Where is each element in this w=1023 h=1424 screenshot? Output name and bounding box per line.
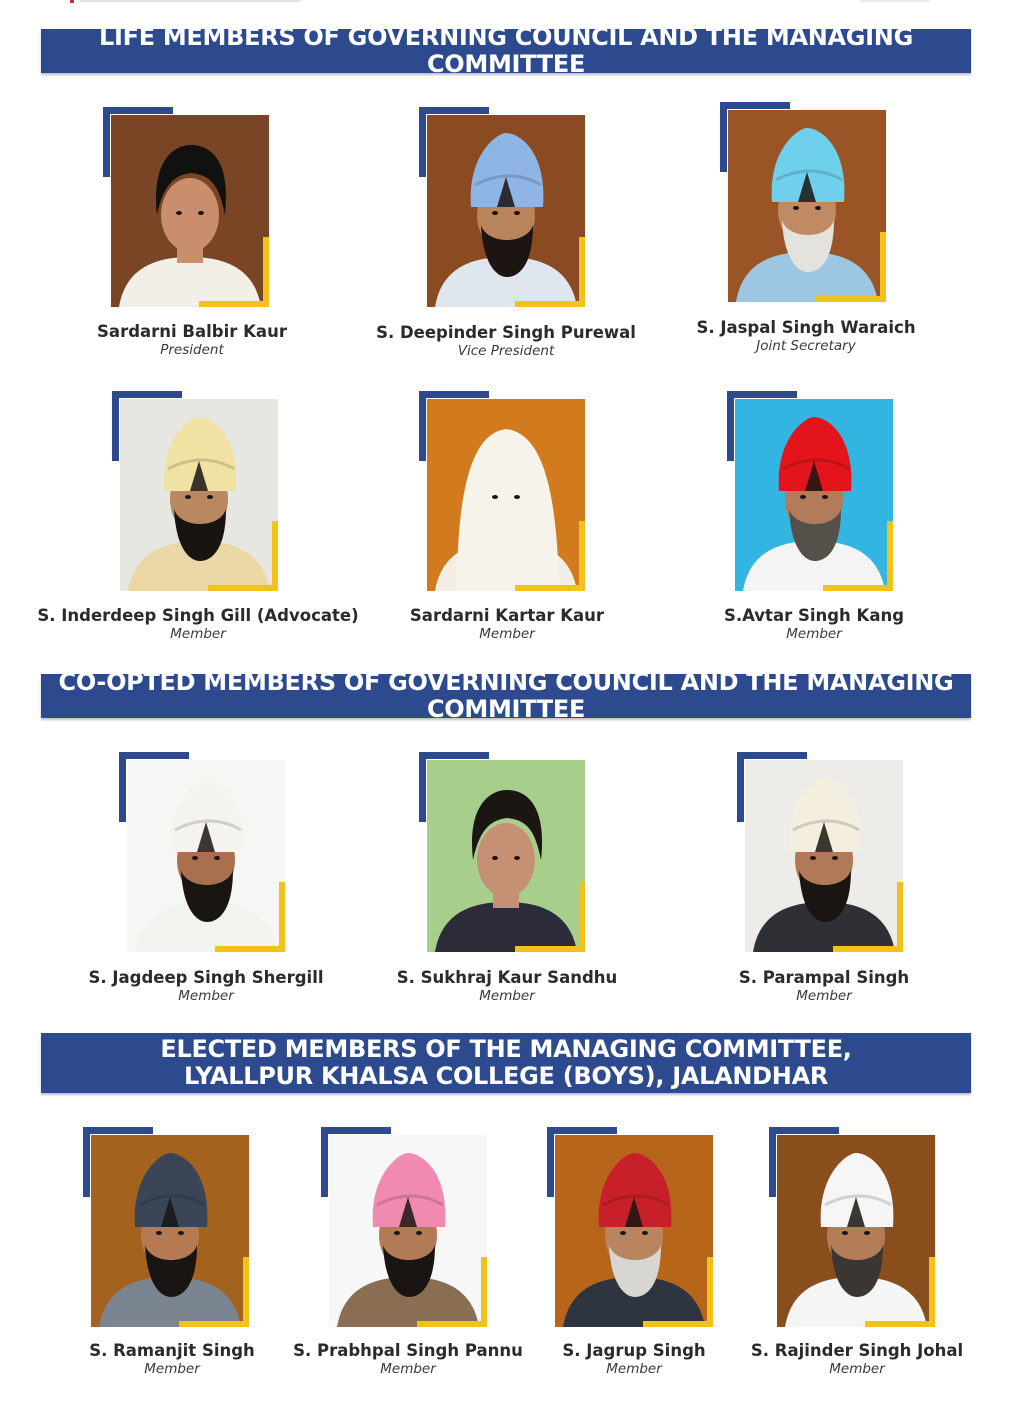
top-decoration <box>0 0 1023 6</box>
member-role: Vice President <box>457 343 555 359</box>
member-photo-frame <box>321 1127 487 1327</box>
member-photo-frame <box>769 1127 935 1327</box>
section-banner-life-members <box>41 23 971 78</box>
top-accent-mark <box>70 0 74 3</box>
top-rule-right <box>860 0 930 2</box>
member-photo-frame <box>720 102 886 302</box>
member-name: S.Avtar Singh Kang <box>723 606 905 625</box>
member-photo-frame <box>112 391 278 591</box>
frame-corner-yellow <box>515 237 585 307</box>
member-role: President <box>160 342 224 358</box>
section-title-line: CO-OPTED MEMBERS OF GOVERNING COUNCIL AND THE MANAGING COMMITTEE <box>58 668 954 723</box>
member-name: S. Parampal Singh <box>738 968 910 987</box>
frame-corner-yellow <box>215 882 285 952</box>
member-name: Sardarni Balbir Kaur <box>97 322 287 341</box>
section-title-line: ELECTED MEMBERS OF THE MANAGING COMMITTEE, <box>160 1035 852 1063</box>
member-name: S. Jagrup Singh <box>562 1341 706 1360</box>
member-photo-frame <box>119 752 285 952</box>
member-role: Member <box>479 988 535 1004</box>
member-name: S. Jagdeep Singh Shergill <box>88 968 324 987</box>
member-role: Member <box>606 1361 662 1377</box>
frame-corner-yellow <box>515 882 585 952</box>
member-name: Sardarni Kartar Kaur <box>409 606 605 625</box>
member-name: S. Deepinder Singh Purewal <box>376 323 636 342</box>
member-role: Member <box>178 988 234 1004</box>
member-name: S. Sukhraj Kaur Sandhu <box>396 968 618 987</box>
frame-corner-yellow <box>823 521 893 591</box>
member-role: Member <box>796 988 852 1004</box>
frame-corner-yellow <box>833 882 903 952</box>
member-name: S. Ramanjit Singh <box>89 1341 255 1360</box>
member-photo-frame <box>419 391 585 591</box>
member-name: S. Jaspal Singh Waraich <box>696 318 916 337</box>
member-role: Member <box>829 1361 885 1377</box>
frame-corner-yellow <box>643 1257 713 1327</box>
frame-corner-yellow <box>816 232 886 302</box>
section-title-line: LYALLPUR KHALSA COLLEGE (BOYS), JALANDHAR <box>183 1062 829 1090</box>
member-role: Member <box>170 626 226 642</box>
frame-corner-yellow <box>179 1257 249 1327</box>
member-role: Member <box>479 626 535 642</box>
member-role: Member <box>380 1361 436 1377</box>
member-photo-frame <box>727 391 893 591</box>
member-role: Member <box>144 1361 200 1377</box>
member-role: Joint Secretary <box>756 338 856 354</box>
frame-corner-yellow <box>199 237 269 307</box>
member-photo-frame <box>419 107 585 307</box>
member-photo-frame <box>419 752 585 952</box>
member-photo-frame <box>83 1127 249 1327</box>
section-banner-co-opted-members <box>41 668 971 723</box>
frame-corner-yellow <box>515 521 585 591</box>
frame-corner-yellow <box>417 1257 487 1327</box>
member-name: S. Inderdeep Singh Gill (Advocate) <box>37 606 359 625</box>
frame-corner-yellow <box>865 1257 935 1327</box>
member-photo-frame <box>737 752 903 952</box>
member-photo-frame <box>547 1127 713 1327</box>
member-name: S. Prabhpal Singh Pannu <box>293 1341 523 1360</box>
frame-corner-yellow <box>208 521 278 591</box>
section-title-line: LIFE MEMBERS OF GOVERNING COUNCIL AND THE MANAGING COMMITTEE <box>98 23 913 78</box>
member-role: Member <box>786 626 842 642</box>
member-name: S. Rajinder Singh Johal <box>750 1341 964 1360</box>
top-rule <box>80 0 300 2</box>
member-photo-frame <box>103 107 269 307</box>
section-banner-elected-members <box>41 1033 971 1093</box>
